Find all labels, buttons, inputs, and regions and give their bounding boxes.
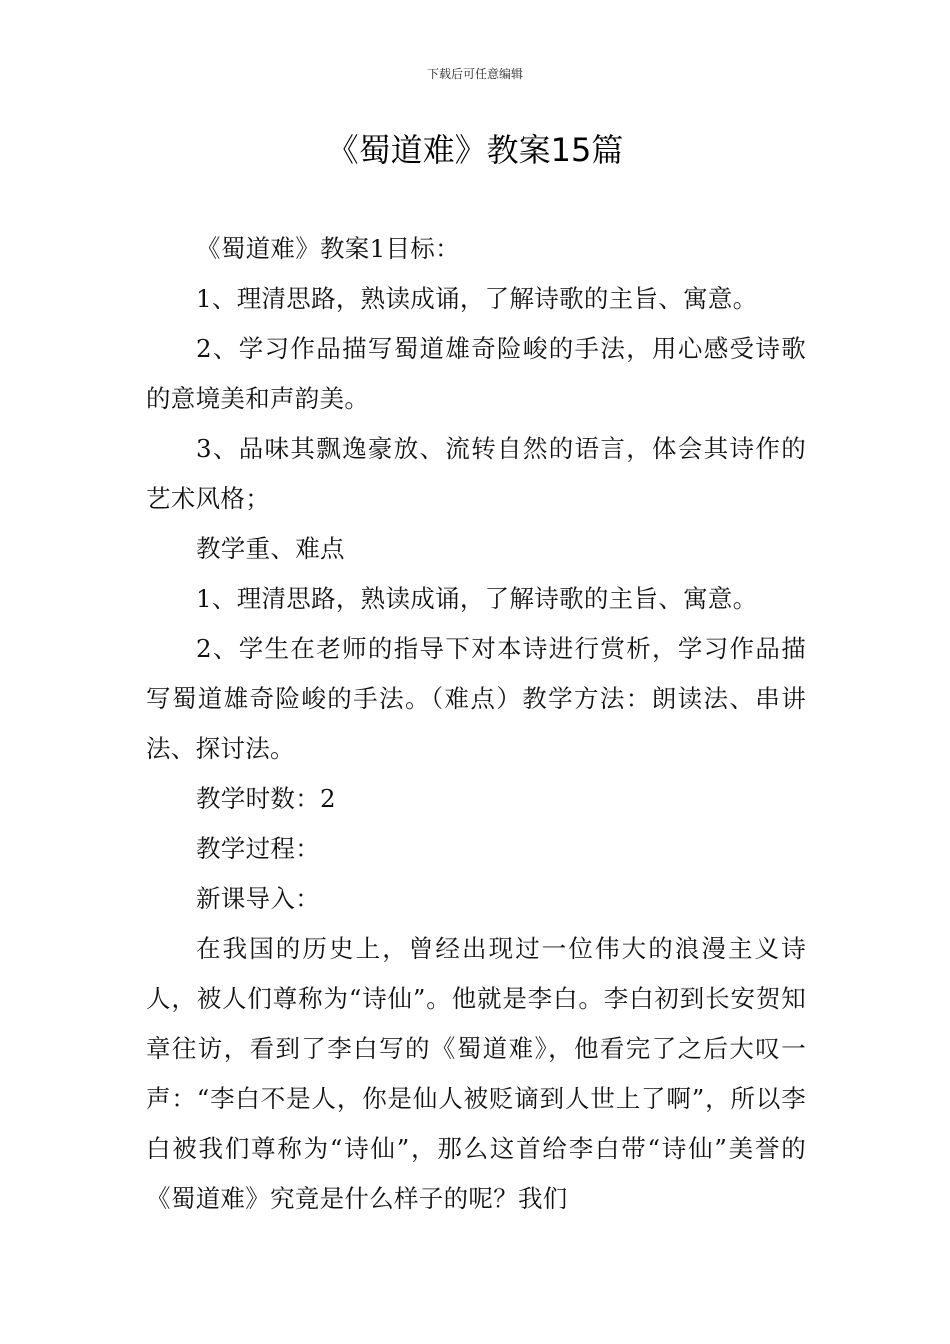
paragraph-key-point-2: 2、学生在老师的指导下对本诗进行赏析，学习作品描写蜀道雄奇险峻的手法。（难点）教学方法：朗读法、串讲法、探讨法。 xyxy=(146,634,806,763)
paragraph-class-hours: 教学时数：2 xyxy=(196,784,336,813)
paragraph-objective-2: 2、学习作品描写蜀道雄奇险峻的手法，用心感受诗歌的意境美和声韵美。 xyxy=(146,334,806,413)
paragraph-introduction-heading: 新课导入： xyxy=(196,884,320,913)
header-note: 下载后可任意编辑 xyxy=(426,67,523,81)
paragraph-key-point-1: 1、理清思路，熟读成诵，了解诗歌的主旨、寓意。 xyxy=(196,584,758,613)
document-body xyxy=(146,224,806,1224)
paragraph-key-points-heading: 教学重、难点 xyxy=(196,534,345,563)
paragraph-introduction-text: 在我国的历史上，曾经出现过一位伟大的浪漫主义诗人，被人们尊称为“诗仙”。他就是李白。李白初到长安贺知章往访，看到了李白写的《蜀道难》，他看完了之后大叹一声：“李白不是人，你是仙人被贬谪到人世上了啊”，所以李白被我们尊称为“诗仙”，那么这首给李白带“诗仙”美誉的《蜀道难》究竟是什么样子的呢？我们 xyxy=(146,934,806,1213)
paragraph-objective-1: 1、理清思路，熟读成诵，了解诗歌的主旨、寓意。 xyxy=(196,284,758,313)
paragraph-objectives-heading: 《蜀道难》教案1目标： xyxy=(196,234,460,263)
paragraph-objective-3: 3、品味其飘逸豪放、流转自然的语言，体会其诗作的艺术风格； xyxy=(146,434,806,513)
document-title: 《蜀道难》教案15篇 xyxy=(326,131,624,169)
paragraph-process-heading: 教学过程： xyxy=(196,834,320,863)
